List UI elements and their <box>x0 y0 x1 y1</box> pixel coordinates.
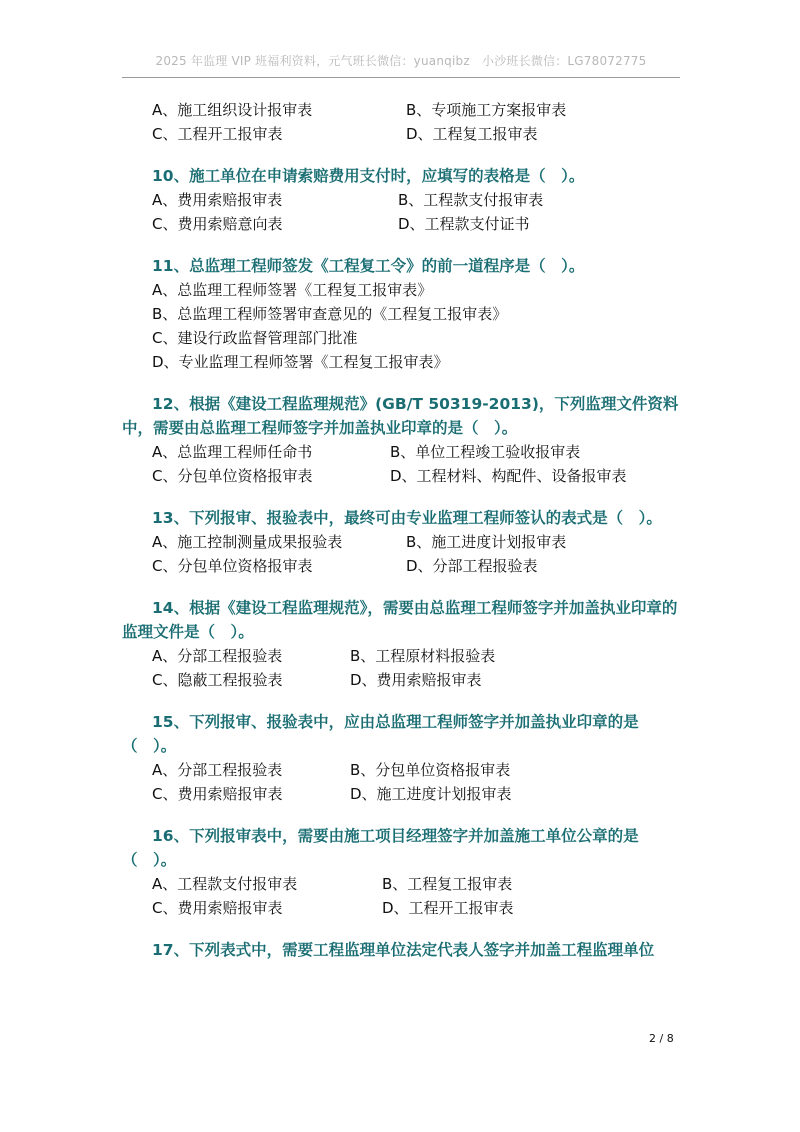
question-10 <box>122 164 688 236</box>
question-title: 10、施工单位在申请索赔费用支付时，应填写的表格是（ ）。 <box>152 167 585 185</box>
option-d: D、分部工程报验表 <box>406 557 538 575</box>
option-c: C、分包单位资格报审表 <box>152 557 313 575</box>
option-row <box>122 98 688 122</box>
document-body <box>122 98 688 962</box>
intro-options <box>122 98 688 146</box>
option-b: B、工程原材料报验表 <box>350 647 496 665</box>
option-row <box>122 440 688 464</box>
option-d: D、工程材料、构配件、设备报审表 <box>390 467 627 485</box>
option-a: A、分部工程报验表 <box>152 761 283 779</box>
option-row <box>122 554 688 578</box>
option-c: C、费用索赔意向表 <box>152 215 283 233</box>
option-b: B、专项施工方案报审表 <box>406 101 567 119</box>
option-c: C、工程开工报审表 <box>152 125 283 143</box>
option-a: A、分部工程报验表 <box>152 647 283 665</box>
option-a: A、施工组织设计报审表 <box>152 101 313 119</box>
option-row <box>122 188 688 212</box>
question-16 <box>122 824 688 920</box>
option-c: C、分包单位资格报审表 <box>152 467 313 485</box>
option-c: C、费用索赔报审表 <box>152 785 283 803</box>
option-d: D、费用索赔报审表 <box>350 671 482 689</box>
question-11 <box>122 254 688 374</box>
question-title: 16、下列报审表中，需要由施工项目经理签字并加盖施工单位公章的是（ ）。 <box>122 827 639 869</box>
page-number: 2 / 8 <box>649 1032 674 1045</box>
header-divider <box>122 77 680 78</box>
option-row <box>122 896 688 920</box>
option-d: D、工程开工报审表 <box>382 899 514 917</box>
question-title: 13、下列报审、报验表中，最终可由专业监理工程师签认的表式是（ ）。 <box>152 509 662 527</box>
question-15 <box>122 710 688 806</box>
option-row <box>122 122 688 146</box>
question-title: 15、下列报审、报验表中，应由总监理工程师签字并加盖执业印章的是（ ）。 <box>122 713 639 755</box>
page-header: 2025 年监理 VIP 班福利资料，元气班长微信：yuanqibz 小沙班长微信：LG78072775 <box>155 54 647 68</box>
option-a: A、施工控制测量成果报验表 <box>152 533 343 551</box>
option-row <box>122 212 688 236</box>
option-row <box>122 644 688 668</box>
option-c: C、费用索赔报审表 <box>152 899 283 917</box>
option-c: C、建设行政监督管理部门批准 <box>152 329 358 347</box>
option-b: B、工程款支付报审表 <box>398 191 544 209</box>
option-row <box>122 782 688 806</box>
question-17 <box>122 938 688 962</box>
option-d: D、施工进度计划报审表 <box>350 785 512 803</box>
option-d: D、工程复工报审表 <box>406 125 538 143</box>
option-a: A、费用索赔报审表 <box>152 191 283 209</box>
option-b: B、分包单位资格报审表 <box>350 761 511 779</box>
question-title: 11、总监理工程师签发《工程复工令》的前一道程序是（ ）。 <box>152 257 585 275</box>
option-row <box>122 530 688 554</box>
option-a: A、总监理工程师任命书 <box>152 443 313 461</box>
option-b: B、单位工程竣工验收报审表 <box>390 443 581 461</box>
question-12 <box>122 392 688 488</box>
option-b: B、总监理工程师签署审查意见的《工程复工报审表》 <box>152 305 508 323</box>
question-title: 14、根据《建设工程监理规范》，需要由总监理工程师签字并加盖执业印章的监理文件是（ ）。 <box>122 599 678 641</box>
option-row <box>122 758 688 782</box>
question-title: 12、根据《建设工程监理规范》(GB/T 50319-2013)，下列监理文件资料中，需要由总监理工程师签字并加盖执业印章的是（ ）。 <box>122 395 679 437</box>
option-b: B、施工进度计划报审表 <box>406 533 567 551</box>
option-d: D、工程款支付证书 <box>398 215 530 233</box>
option-d: D、专业监理工程师签署《工程复工报审表》 <box>152 353 449 371</box>
question-title: 17、下列表式中，需要工程监理单位法定代表人签字并加盖工程监理单位 <box>152 941 655 959</box>
option-a: A、总监理工程师签署《工程复工报审表》 <box>152 281 433 299</box>
option-row <box>122 668 688 692</box>
option-a: A、工程款支付报审表 <box>152 875 298 893</box>
option-row <box>122 872 688 896</box>
option-c: C、隐蔽工程报验表 <box>152 671 283 689</box>
question-13 <box>122 506 688 578</box>
option-row <box>122 464 688 488</box>
option-b: B、工程复工报审表 <box>382 875 513 893</box>
question-14 <box>122 596 688 692</box>
